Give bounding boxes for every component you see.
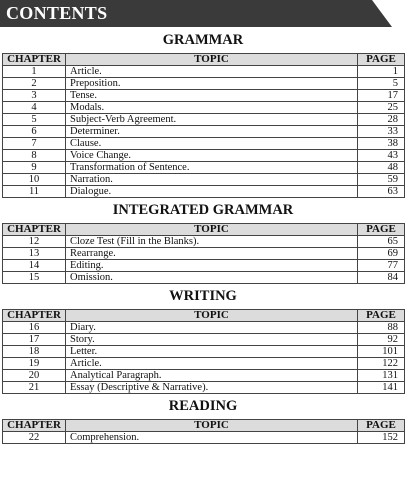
topic-name: Analytical Paragraph. [66, 370, 358, 382]
chapter-number: 8 [3, 150, 66, 162]
section-title: READING [168, 398, 238, 414]
contents-table [2, 419, 405, 444]
topic-name: Transformation of Sentence. [66, 162, 358, 174]
topic-name: Subject-Verb Agreement. [66, 114, 358, 126]
page-number: 92 [358, 334, 405, 346]
chapter-number: 15 [3, 272, 66, 284]
chapter-number: 16 [3, 322, 66, 334]
table-row [3, 150, 405, 162]
section-1 [2, 202, 404, 284]
chapter-number: 22 [3, 432, 66, 444]
page-number: 38 [358, 138, 405, 150]
table-row [3, 114, 405, 126]
contents-body [2, 31, 404, 444]
page-number: 33 [358, 126, 405, 138]
table-row [3, 102, 405, 114]
table-row [3, 382, 405, 394]
topic-name: Editing. [66, 260, 358, 272]
table-row [3, 346, 405, 358]
chapter-number: 18 [3, 346, 66, 358]
contents-table [2, 53, 405, 198]
chapter-column-header: CHAPTER [3, 224, 66, 236]
page-column-header: PAGE [358, 310, 405, 322]
topic-name: Narration. [66, 174, 358, 186]
chapter-number: 10 [3, 174, 66, 186]
table-row [3, 174, 405, 186]
contents-table [2, 223, 405, 284]
topic-name: Tense. [66, 90, 358, 102]
table-row [3, 370, 405, 382]
table-row [3, 90, 405, 102]
chapter-number: 7 [3, 138, 66, 150]
topic-column-header: TOPIC [66, 224, 358, 236]
table-row [3, 260, 405, 272]
table-header-row [3, 224, 405, 236]
topic-name: Clause. [66, 138, 358, 150]
topic-name: Diary. [66, 322, 358, 334]
table-row [3, 236, 405, 248]
table-header-row [3, 310, 405, 322]
table-row [3, 66, 405, 78]
page-number: 17 [358, 90, 405, 102]
topic-column-header: TOPIC [66, 310, 358, 322]
table-row [3, 126, 405, 138]
page-number: 28 [358, 114, 405, 126]
page-column-header: PAGE [358, 54, 405, 66]
topic-name: Rearrange. [66, 248, 358, 260]
topic-name: Voice Change. [66, 150, 358, 162]
topic-name: Article. [66, 358, 358, 370]
topic-name: Letter. [66, 346, 358, 358]
topic-name: Cloze Test (Fill in the Blanks). [66, 236, 358, 248]
topic-name: Omission. [66, 272, 358, 284]
table-row [3, 334, 405, 346]
topic-column-header: TOPIC [66, 54, 358, 66]
chapter-column-header: CHAPTER [3, 310, 66, 322]
chapter-column-header: CHAPTER [3, 420, 66, 432]
table-row [3, 162, 405, 174]
page-number: 84 [358, 272, 405, 284]
topic-name: Modals. [66, 102, 358, 114]
table-row [3, 272, 405, 284]
table-row [3, 358, 405, 370]
page-number: 43 [358, 150, 405, 162]
topic-name: Preposition. [66, 78, 358, 90]
chapter-number: 2 [3, 78, 66, 90]
chapter-number: 20 [3, 370, 66, 382]
chapter-number: 14 [3, 260, 66, 272]
page-number: 48 [358, 162, 405, 174]
page-number: 152 [358, 432, 405, 444]
section-0 [2, 32, 404, 198]
page-number: 122 [358, 358, 405, 370]
chapter-number: 12 [3, 236, 66, 248]
topic-name: Article. [66, 66, 358, 78]
chapter-number: 9 [3, 162, 66, 174]
page-number: 141 [358, 382, 405, 394]
page-number: 69 [358, 248, 405, 260]
chapter-number: 4 [3, 102, 66, 114]
chapter-number: 3 [3, 90, 66, 102]
page-column-header: PAGE [358, 420, 405, 432]
page-number: 63 [358, 186, 405, 198]
page-number: 101 [358, 346, 405, 358]
page-title: CONTENTS [6, 3, 108, 23]
topic-name: Essay (Descriptive & Narrative). [66, 382, 358, 394]
topic-column-header: TOPIC [66, 420, 358, 432]
page-number: 131 [358, 370, 405, 382]
section-title: INTEGRATED GRAMMAR [112, 202, 294, 218]
page-number: 77 [358, 260, 405, 272]
page-number: 65 [358, 236, 405, 248]
table-row [3, 248, 405, 260]
topic-name: Dialogue. [66, 186, 358, 198]
chapter-number: 5 [3, 114, 66, 126]
section-title: WRITING [169, 288, 237, 304]
page-column-header: PAGE [358, 224, 405, 236]
table-row [3, 322, 405, 334]
chapter-number: 11 [3, 186, 66, 198]
table-row [3, 186, 405, 198]
chapter-number: 1 [3, 66, 66, 78]
table-row [3, 78, 405, 90]
page-number: 1 [358, 66, 405, 78]
contents-table [2, 309, 405, 394]
table-header-row [3, 54, 405, 66]
section-title: GRAMMAR [162, 32, 244, 48]
section-3 [2, 398, 404, 444]
topic-name: Comprehension. [66, 432, 358, 444]
chapter-number: 19 [3, 358, 66, 370]
topic-name: Story. [66, 334, 358, 346]
page-number: 88 [358, 322, 405, 334]
page-number: 5 [358, 78, 405, 90]
topic-name: Determiner. [66, 126, 358, 138]
chapter-number: 6 [3, 126, 66, 138]
chapter-number: 17 [3, 334, 66, 346]
chapter-number: 21 [3, 382, 66, 394]
chapter-number: 13 [3, 248, 66, 260]
section-2 [2, 288, 404, 394]
table-header-row [3, 420, 405, 432]
page-number: 59 [358, 174, 405, 186]
table-row [3, 432, 405, 444]
page-number: 25 [358, 102, 405, 114]
chapter-column-header: CHAPTER [3, 54, 66, 66]
table-row [3, 138, 405, 150]
